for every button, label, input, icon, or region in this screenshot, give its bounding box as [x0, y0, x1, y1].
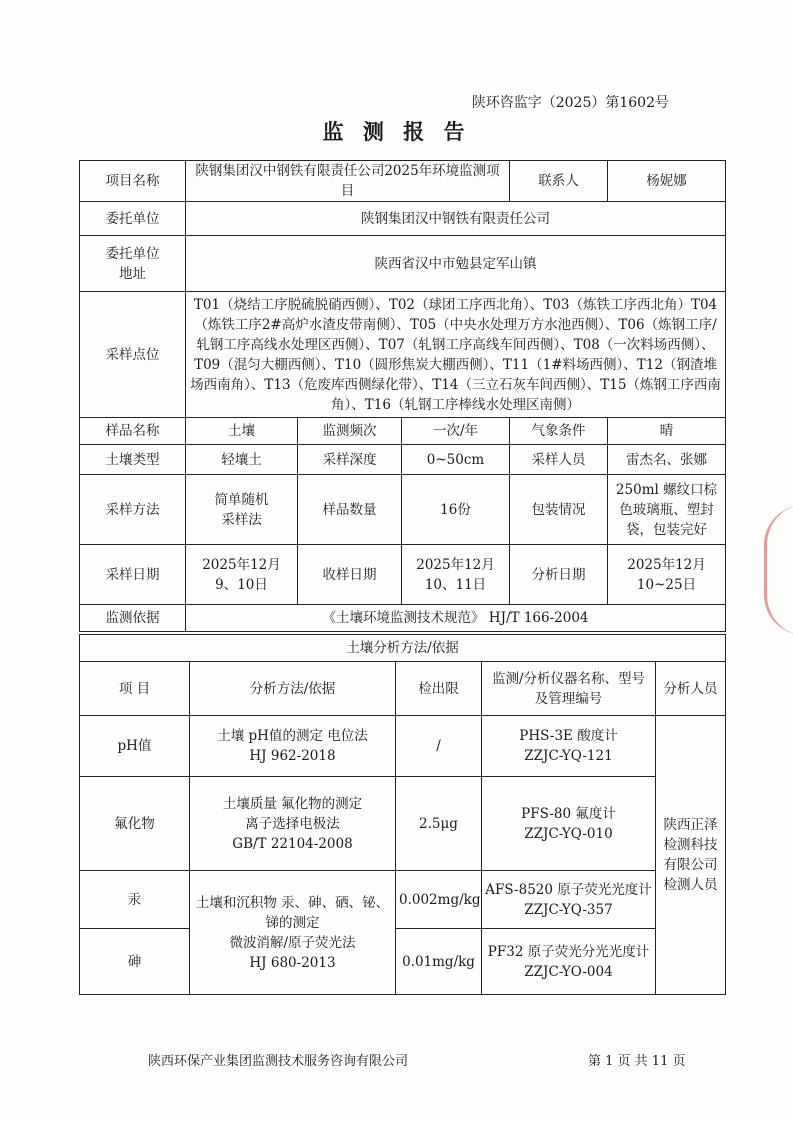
quantity-label: 样品数量	[298, 475, 402, 545]
sampling-method-value	[186, 475, 298, 545]
row-soil-type	[80, 445, 726, 475]
instrument-line: AFS-8520 原子荧光光度计	[485, 881, 652, 898]
sampling-points-label: 采样点位	[80, 292, 186, 418]
method-line: 微波消解/原子荧光法	[229, 934, 356, 951]
header-analyst: 分析人员	[656, 662, 726, 716]
soil-type-label: 土壤类型	[80, 445, 186, 475]
packaging-line: 袋，包装完好	[626, 521, 708, 538]
method-cell	[190, 716, 396, 777]
instrument-line: ZZJC-YO-004	[524, 963, 613, 980]
analyst-line: 检测科技	[663, 837, 718, 853]
instrument-line: PF32 原子荧光分光光度计	[487, 943, 650, 960]
weather-label: 气象条件	[510, 418, 608, 445]
basis-value: 《土壤环境监测技术规范》 HJ/T 166-2004	[186, 605, 726, 632]
instrument-cell	[482, 777, 656, 871]
sampling-points-value: T01（烧结工序脱硫脱硝西侧）、T02（球团工序西北角）、T03（炼铁工序西北角）T04（炼铁工序2#高炉水渣皮带南侧）、T05（中央水处理万方水池西侧）、T06（炼钢工序/轧钢工序高线水处理区西侧）、T07（轧钢工序高线车间西侧）、T08（一次料场西侧）、T09（混匀大棚西侧）、T10（圆形焦炭大棚西侧）、T11（1#料场西侧）、T12（钢渣堆场西南角）、T13（危废库西侧绿化带）、T14（三立石灰车间西侧）、T15（炼钢工序西南角）、T16（轧钢工序棒线水处理区南侧）	[186, 292, 726, 418]
analysis-date-line: 2025年12月	[627, 556, 706, 573]
instrument-line: ZZJC-YQ-121	[524, 748, 613, 764]
analyst-line: 有限公司	[663, 857, 718, 873]
row-sampling-points	[80, 292, 726, 418]
analyst-line: 陕西正泽	[663, 817, 718, 833]
header-instrument	[482, 662, 656, 716]
sampling-date-label: 采样日期	[80, 545, 186, 605]
method-line: 锑的测定	[265, 914, 320, 931]
packaging-line: 250ml 螺纹口棕	[615, 481, 718, 498]
header-instrument-line: 及管理编号	[534, 690, 603, 707]
row-basis	[80, 605, 726, 632]
header-instrument-line: 监测/分析仪器名称、型号	[491, 670, 646, 687]
receipt-date-label: 收样日期	[298, 545, 402, 605]
table-row	[80, 716, 726, 777]
client-address-label-line: 地址	[119, 265, 146, 282]
report-info-table	[79, 160, 726, 632]
sample-name-label: 样品名称	[80, 418, 186, 445]
footer-company: 陕西环保产业集团监测技术服务咨询有限公司	[148, 1054, 409, 1069]
analysis-date-line: 10~25日	[636, 576, 697, 593]
project-name: 陕钢集团汉中钢铁有限责任公司2025年环境监测项目	[186, 161, 510, 202]
limit-cell: 2.5μg	[396, 777, 482, 871]
frequency-label: 监测频次	[298, 418, 402, 445]
client-address-label	[80, 236, 186, 292]
row-dates	[80, 545, 726, 605]
methods-section-title: 土壤分析方法/依据	[80, 635, 726, 662]
basis-label: 监测依据	[80, 605, 186, 632]
instrument-cell	[482, 716, 656, 777]
report-title: 监 测 报 告	[322, 119, 471, 144]
method-line: GB/T 22104-2008	[232, 835, 353, 852]
client-address-label-line: 委托单位	[105, 245, 160, 262]
receipt-date-value	[402, 545, 510, 605]
analyst-cell	[656, 716, 726, 995]
instrument-cell	[482, 871, 656, 929]
seal-stamp-edge	[764, 505, 793, 635]
footer-page-number: 第 1 页 共 11 页	[588, 1054, 686, 1069]
receipt-date-line: 10、11日	[424, 576, 487, 593]
sampling-date-line: 2025年12月	[202, 556, 281, 573]
row-sample-name	[80, 418, 726, 445]
weather-value: 晴	[608, 418, 726, 445]
sample-name-value: 土壤	[186, 418, 298, 445]
instrument-line: ZZJC-YQ-357	[524, 901, 613, 918]
item-cell: 砷	[80, 929, 190, 995]
method-line: 离子选择电极法	[245, 815, 340, 832]
sampling-method-line: 采样法	[221, 511, 262, 528]
row-client-address	[80, 236, 726, 292]
packaging-label: 包装情况	[510, 475, 608, 545]
instrument-line: PHS-3E 酸度计	[519, 728, 618, 744]
row-project	[80, 161, 726, 202]
limit-cell: /	[396, 716, 482, 777]
contact-value: 杨妮娜	[608, 161, 726, 202]
header-limit: 检出限	[396, 662, 482, 716]
item-cell: 汞	[80, 871, 190, 929]
limit-cell: 0.002mg/kg	[396, 871, 482, 929]
frequency-value: 一次/年	[402, 418, 510, 445]
method-cell	[190, 777, 396, 871]
method-line: 土壤和沉积物 汞、砷、硒、铋、	[195, 894, 390, 911]
receipt-date-line: 2025年12月	[416, 556, 495, 573]
samplers-label: 采样人员	[510, 445, 608, 475]
method-line: HJ 962-2018	[249, 748, 336, 764]
table-row	[80, 929, 726, 995]
contact-label: 联系人	[510, 161, 608, 202]
table-row	[80, 871, 726, 929]
packaging-value	[608, 475, 726, 545]
soil-type-value: 轻壤土	[186, 445, 298, 475]
sampling-date-value	[186, 545, 298, 605]
row-sampling-method	[80, 475, 726, 545]
sampling-method-label: 采样方法	[80, 475, 186, 545]
item-cell: 氟化物	[80, 777, 190, 871]
header-method: 分析方法/依据	[190, 662, 396, 716]
limit-cell: 0.01mg/kg	[396, 929, 482, 995]
depth-value: 0~50cm	[402, 445, 510, 475]
analysis-date-value	[608, 545, 726, 605]
client-label: 委托单位	[80, 202, 186, 236]
item-cell: pH值	[80, 716, 190, 777]
analysis-methods-table	[79, 634, 726, 995]
header-item: 项 目	[80, 662, 190, 716]
report-number: 陕环咨监字（2025）第1602号	[471, 95, 669, 111]
method-line: HJ 680-2013	[249, 954, 336, 971]
analyst-line: 检测人员	[663, 877, 718, 893]
sampling-method-line: 简单随机	[214, 491, 269, 508]
analysis-date-label: 分析日期	[510, 545, 608, 605]
method-line: 土壤质量 氟化物的测定	[222, 795, 363, 812]
depth-label: 采样深度	[298, 445, 402, 475]
instrument-line: PFS-80 氟度计	[521, 805, 616, 822]
sampling-date-line: 9、10日	[215, 576, 268, 593]
instrument-cell	[482, 929, 656, 995]
quantity-value: 16份	[402, 475, 510, 545]
methods-header-row	[80, 662, 726, 716]
client-value: 陕钢集团汉中钢铁有限责任公司	[186, 202, 726, 236]
method-line: 土壤 pH值的测定 电位法	[217, 728, 368, 744]
samplers-value: 雷杰名、张娜	[608, 445, 726, 475]
instrument-line: ZZJC-YQ-010	[524, 825, 613, 842]
packaging-line: 色玻璃瓶、塑封	[619, 501, 714, 518]
methods-section-row	[80, 635, 726, 662]
client-address-value: 陕西省汉中市勉县定军山镇	[186, 236, 726, 292]
method-cell	[190, 871, 396, 995]
row-client	[80, 202, 726, 236]
table-row	[80, 777, 726, 871]
project-name-label: 项目名称	[80, 161, 186, 202]
